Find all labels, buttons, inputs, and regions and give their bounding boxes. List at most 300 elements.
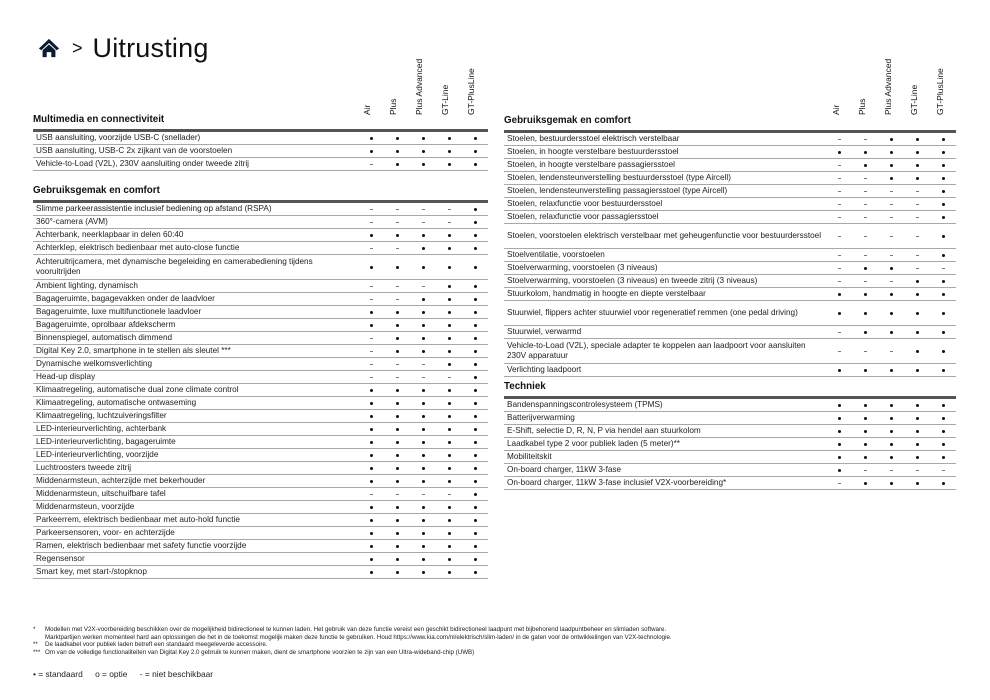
feature-table — [504, 133, 956, 377]
availability-cell — [826, 425, 852, 438]
availability-cell — [904, 425, 930, 438]
availability-cell — [852, 133, 878, 146]
standard-dot-icon — [448, 441, 451, 444]
availability-cell — [358, 527, 384, 540]
table-row — [504, 172, 956, 185]
availability-cell — [358, 280, 384, 293]
availability-cell — [436, 306, 462, 319]
availability-cell — [410, 384, 436, 397]
column-header — [433, 45, 459, 115]
table-row — [504, 224, 956, 249]
footnote-mark: * — [33, 626, 36, 633]
table-row — [33, 203, 488, 216]
availability-cell — [384, 566, 410, 579]
availability-cell — [410, 475, 436, 488]
availability-cell — [384, 553, 410, 566]
not-available-dash-icon — [370, 164, 373, 165]
not-available-dash-icon — [448, 494, 451, 495]
standard-dot-icon — [422, 441, 425, 444]
standard-dot-icon — [942, 482, 945, 485]
not-available-dash-icon — [942, 470, 945, 471]
availability-cell — [462, 216, 488, 229]
table-row — [504, 159, 956, 172]
feature-label: Middenarmsteun, voorzijde — [33, 501, 358, 514]
standard-dot-icon — [942, 350, 945, 353]
feature-label: Vehicle-to-Load (V2L), speciale adapter te koppelen aan laadpoort voor aansluiten 230V apparatuur — [504, 339, 826, 364]
table-row — [33, 423, 488, 436]
standard-dot-icon — [396, 337, 399, 340]
footnote — [33, 626, 973, 634]
availability-cell — [410, 449, 436, 462]
standard-dot-icon — [396, 441, 399, 444]
availability-cell — [410, 410, 436, 423]
availability-cell — [930, 146, 956, 159]
standard-dot-icon — [370, 266, 373, 269]
availability-cell — [436, 462, 462, 475]
table-row — [504, 185, 956, 198]
standard-dot-icon — [396, 402, 399, 405]
table-row — [33, 145, 488, 158]
standard-dot-icon — [370, 480, 373, 483]
table-row — [504, 288, 956, 301]
standard-dot-icon — [422, 415, 425, 418]
column-header-label: GT-Line — [440, 84, 450, 115]
availability-cell — [852, 301, 878, 326]
standard-dot-icon — [474, 150, 477, 153]
not-available-dash-icon — [422, 222, 425, 223]
not-available-dash-icon — [890, 281, 893, 282]
standard-dot-icon — [916, 293, 919, 296]
standard-dot-icon — [396, 532, 399, 535]
availability-cell — [358, 384, 384, 397]
standard-dot-icon — [422, 467, 425, 470]
standard-dot-icon — [474, 441, 477, 444]
standard-dot-icon — [916, 151, 919, 154]
availability-cell — [930, 399, 956, 412]
availability-cell — [436, 384, 462, 397]
standard-dot-icon — [448, 324, 451, 327]
standard-dot-icon — [422, 311, 425, 314]
not-available-dash-icon — [864, 191, 867, 192]
standard-dot-icon — [864, 443, 867, 446]
not-available-dash-icon — [916, 217, 919, 218]
standard-dot-icon — [474, 324, 477, 327]
availability-cell — [462, 449, 488, 462]
feature-label: LED-interieurverlichting, achterbank — [33, 423, 358, 436]
availability-cell — [826, 399, 852, 412]
not-available-dash-icon — [448, 377, 451, 378]
standard-dot-icon — [422, 454, 425, 457]
availability-cell — [878, 451, 904, 464]
feature-label: USB aansluiting, USB-C 2x zijkant van de voorstoelen — [33, 145, 358, 158]
availability-cell — [358, 397, 384, 410]
column-header — [824, 45, 850, 115]
availability-cell — [852, 224, 878, 249]
not-available-dash-icon — [370, 248, 373, 249]
table-row — [504, 301, 956, 326]
table-row — [33, 158, 488, 171]
availability-cell — [384, 501, 410, 514]
footnote-text: De laadkabel voor publiek laden betreft een standaard meegeleverde accessoire. — [45, 641, 268, 649]
standard-dot-icon — [864, 164, 867, 167]
standard-dot-icon — [396, 454, 399, 457]
not-available-dash-icon — [838, 236, 841, 237]
not-available-dash-icon — [838, 351, 841, 352]
availability-cell — [878, 339, 904, 364]
feature-label: Achterklep, elektrisch bedienbaar met auto-close functie — [33, 242, 358, 255]
section-gebruiksgemak-right — [504, 114, 956, 377]
standard-dot-icon — [474, 298, 477, 301]
home-icon[interactable] — [38, 37, 60, 59]
availability-cell — [878, 133, 904, 146]
not-available-dash-icon — [396, 248, 399, 249]
availability-cell — [826, 159, 852, 172]
feature-label: Klimaatregeling, luchtzuiveringsfilter — [33, 410, 358, 423]
availability-cell — [384, 410, 410, 423]
availability-cell — [358, 216, 384, 229]
standard-dot-icon — [474, 285, 477, 288]
footnote-mark — [33, 634, 45, 642]
standard-dot-icon — [890, 456, 893, 459]
table-row — [33, 436, 488, 449]
standard-dot-icon — [942, 203, 945, 206]
availability-cell — [904, 464, 930, 477]
availability-cell — [852, 172, 878, 185]
not-available-dash-icon — [422, 494, 425, 495]
standard-dot-icon — [838, 469, 841, 472]
not-available-dash-icon — [396, 209, 399, 210]
feature-label: Luchtroosters tweede zitrij — [33, 462, 358, 475]
standard-dot-icon — [890, 482, 893, 485]
availability-cell — [462, 145, 488, 158]
availability-cell — [852, 198, 878, 211]
standard-dot-icon — [890, 443, 893, 446]
standard-dot-icon — [474, 376, 477, 379]
availability-cell — [462, 553, 488, 566]
availability-cell — [826, 451, 852, 464]
availability-cell — [852, 159, 878, 172]
feature-label: Stoelen, in hoogte verstelbare bestuurdersstoel — [504, 146, 826, 159]
feature-label: Stoelverwarming, voorstoelen (3 niveaus) — [504, 262, 826, 275]
availability-cell — [410, 255, 436, 280]
standard-dot-icon — [474, 467, 477, 470]
standard-dot-icon — [942, 456, 945, 459]
feature-label: Stoelen, voorstoelen elektrisch verstelbaar met geheugenfunctie voor bestuurdersstoel — [504, 224, 826, 249]
feature-label: Stuurwiel, verwarmd — [504, 326, 826, 339]
not-available-dash-icon — [864, 470, 867, 471]
availability-cell — [826, 477, 852, 490]
availability-cell — [358, 436, 384, 449]
table-row — [33, 255, 488, 280]
not-available-dash-icon — [448, 222, 451, 223]
column-header — [876, 45, 902, 115]
not-available-dash-icon — [864, 255, 867, 256]
standard-dot-icon — [422, 266, 425, 269]
availability-cell — [462, 384, 488, 397]
not-available-dash-icon — [838, 483, 841, 484]
feature-label: On-board charger, 11kW 3-fase — [504, 464, 826, 477]
column-header — [928, 45, 954, 115]
standard-dot-icon — [370, 311, 373, 314]
table-row — [33, 132, 488, 145]
standard-dot-icon — [396, 519, 399, 522]
feature-label: Regensensor — [33, 553, 358, 566]
not-available-dash-icon — [422, 209, 425, 210]
not-available-dash-icon — [370, 299, 373, 300]
standard-dot-icon — [396, 558, 399, 561]
feature-label: 360°-camera (AVM) — [33, 216, 358, 229]
standard-dot-icon — [942, 254, 945, 257]
availability-cell — [384, 384, 410, 397]
availability-cell — [878, 301, 904, 326]
not-available-dash-icon — [890, 236, 893, 237]
feature-label: USB aansluiting, voorzijde USB-C (snellader) — [33, 132, 358, 145]
availability-cell — [410, 514, 436, 527]
availability-cell — [930, 301, 956, 326]
standard-dot-icon — [448, 467, 451, 470]
availability-cell — [878, 477, 904, 490]
table-row — [504, 399, 956, 412]
not-available-dash-icon — [838, 217, 841, 218]
standard-dot-icon — [396, 506, 399, 509]
availability-cell — [462, 397, 488, 410]
standard-dot-icon — [422, 506, 425, 509]
standard-dot-icon — [396, 150, 399, 153]
availability-cell — [358, 371, 384, 384]
standard-dot-icon — [370, 467, 373, 470]
not-available-dash-icon — [890, 191, 893, 192]
standard-dot-icon — [448, 350, 451, 353]
table-row — [504, 425, 956, 438]
standard-dot-icon — [474, 415, 477, 418]
column-header-label: Air — [831, 104, 841, 115]
availability-cell — [462, 319, 488, 332]
availability-cell — [436, 514, 462, 527]
standard-dot-icon — [422, 545, 425, 548]
availability-cell — [878, 211, 904, 224]
standard-dot-icon — [838, 293, 841, 296]
standard-dot-icon — [474, 519, 477, 522]
footnote-text: Modellen met V2X-voorbereiding beschikken over de mogelijkheid bidirectioneel te kunnen laden. Het gebruik van deze functie vereist een geschikt bidirectioneel laadpunt met bijbehorend laadpuntbeheer en slimladen software. — [45, 626, 667, 633]
standard-dot-icon — [422, 247, 425, 250]
availability-cell — [904, 477, 930, 490]
availability-cell — [462, 280, 488, 293]
standard-dot-icon — [942, 404, 945, 407]
column-header — [459, 45, 485, 115]
availability-cell — [410, 501, 436, 514]
page-title: Uitrusting — [92, 32, 209, 63]
feature-label: Verlichting laadpoort — [504, 364, 826, 377]
standard-dot-icon — [890, 417, 893, 420]
availability-cell — [462, 203, 488, 216]
feature-label: Digital Key 2.0, smartphone in te stellen als sleutel *** — [33, 345, 358, 358]
availability-cell — [358, 319, 384, 332]
standard-dot-icon — [916, 404, 919, 407]
availability-cell — [930, 425, 956, 438]
standard-dot-icon — [864, 331, 867, 334]
section-title: Gebruiksgemak en comfort — [504, 115, 631, 126]
standard-dot-icon — [474, 545, 477, 548]
standard-dot-icon — [370, 389, 373, 392]
standard-dot-icon — [942, 443, 945, 446]
availability-cell — [826, 288, 852, 301]
feature-label: Stoelverwarming, voorstoelen (3 niveaus) en tweede zitrij (3 niveaus) — [504, 275, 826, 288]
table-row — [504, 198, 956, 211]
feature-label: Bagageruimte, luxe multifunctionele laadvloer — [33, 306, 358, 319]
column-header-label: GT-PlusLine — [935, 68, 945, 115]
feature-label: Laadkabel type 2 voor publiek laden (5 meter)** — [504, 438, 826, 451]
standard-dot-icon — [942, 430, 945, 433]
column-header-label: Plus Advanced — [883, 58, 893, 115]
standard-dot-icon — [370, 428, 373, 431]
availability-cell — [436, 423, 462, 436]
not-available-dash-icon — [942, 268, 945, 269]
availability-cell — [462, 410, 488, 423]
availability-cell — [826, 438, 852, 451]
availability-cell — [462, 293, 488, 306]
standard-dot-icon — [448, 285, 451, 288]
standard-dot-icon — [448, 363, 451, 366]
standard-dot-icon — [916, 331, 919, 334]
feature-label: Achterbank, neerklapbaar in delen 60:40 — [33, 229, 358, 242]
availability-cell — [410, 332, 436, 345]
standard-dot-icon — [370, 402, 373, 405]
feature-label: Binnenspiegel, automatisch dimmend — [33, 332, 358, 345]
table-row — [33, 540, 488, 553]
availability-cell — [852, 211, 878, 224]
standard-dot-icon — [422, 298, 425, 301]
standard-dot-icon — [890, 151, 893, 154]
feature-label: Achteruitrijcamera, met dynamische begeleiding en camerabediening tijdens vooruitrijden — [33, 255, 358, 280]
availability-cell — [904, 172, 930, 185]
standard-dot-icon — [916, 443, 919, 446]
feature-label: Stoelen, relaxfunctie voor bestuurdersstoel — [504, 198, 826, 211]
feature-label: E-Shift, selectie D, R, N, P via hendel aan stuurkolom — [504, 425, 826, 438]
not-available-dash-icon — [838, 332, 841, 333]
standard-dot-icon — [474, 337, 477, 340]
standard-dot-icon — [890, 331, 893, 334]
standard-dot-icon — [396, 163, 399, 166]
feature-label: Klimaatregeling, automatische dual zone climate control — [33, 384, 358, 397]
feature-label: Parkeerrem, elektrisch bedienbaar met auto-hold functie — [33, 514, 358, 527]
not-available-dash-icon — [422, 377, 425, 378]
standard-dot-icon — [942, 280, 945, 283]
not-available-dash-icon — [864, 281, 867, 282]
not-available-dash-icon — [838, 139, 841, 140]
availability-cell — [852, 288, 878, 301]
standard-dot-icon — [916, 138, 919, 141]
availability-cell — [436, 319, 462, 332]
feature-label: Klimaatregeling, automatische ontwaseming — [33, 397, 358, 410]
availability-cell — [462, 345, 488, 358]
standard-dot-icon — [422, 234, 425, 237]
standard-dot-icon — [396, 137, 399, 140]
availability-cell — [358, 514, 384, 527]
standard-dot-icon — [448, 558, 451, 561]
availability-cell — [930, 464, 956, 477]
availability-cell — [384, 397, 410, 410]
table-row — [33, 410, 488, 423]
availability-cell — [878, 159, 904, 172]
availability-cell — [826, 364, 852, 377]
not-available-dash-icon — [916, 204, 919, 205]
availability-cell — [878, 249, 904, 262]
feature-label: Vehicle-to-Load (V2L), 230V aansluiting onder tweede zitrij — [33, 158, 358, 171]
not-available-dash-icon — [370, 222, 373, 223]
availability-cell — [462, 488, 488, 501]
standard-dot-icon — [422, 389, 425, 392]
availability-cell — [930, 288, 956, 301]
availability-cell — [826, 262, 852, 275]
standard-dot-icon — [942, 164, 945, 167]
standard-dot-icon — [370, 234, 373, 237]
feature-label: Stoelen, lendensteunverstelling bestuurdersstoel (type Aircell) — [504, 172, 826, 185]
availability-cell — [384, 306, 410, 319]
availability-cell — [358, 501, 384, 514]
availability-cell — [462, 306, 488, 319]
availability-cell — [410, 306, 436, 319]
standard-dot-icon — [396, 234, 399, 237]
availability-cell — [358, 332, 384, 345]
not-available-dash-icon — [370, 377, 373, 378]
table-row — [504, 146, 956, 159]
availability-cell — [384, 371, 410, 384]
feature-label: Stoelen, bestuurdersstoel elektrisch verstelbaar — [504, 133, 826, 146]
availability-cell — [384, 514, 410, 527]
standard-dot-icon — [838, 369, 841, 372]
not-available-dash-icon — [838, 165, 841, 166]
footnote-mark: *** — [33, 648, 41, 656]
availability-cell — [384, 423, 410, 436]
availability-cell — [462, 242, 488, 255]
availability-cell — [358, 345, 384, 358]
availability-cell — [930, 262, 956, 275]
table-row — [33, 566, 488, 579]
not-available-dash-icon — [838, 191, 841, 192]
legend-option: o = optie — [95, 669, 128, 679]
availability-cell — [384, 475, 410, 488]
not-available-dash-icon — [838, 281, 841, 282]
standard-dot-icon — [474, 389, 477, 392]
table-row — [504, 412, 956, 425]
standard-dot-icon — [448, 137, 451, 140]
table-row — [504, 249, 956, 262]
standard-dot-icon — [448, 266, 451, 269]
feature-label: Batterijverwarming — [504, 412, 826, 425]
table-row — [504, 364, 956, 377]
column-header — [902, 45, 928, 115]
feature-label: LED-interieurverlichting, bagageruimte — [33, 436, 358, 449]
availability-cell — [852, 339, 878, 364]
not-available-dash-icon — [448, 209, 451, 210]
availability-cell — [826, 326, 852, 339]
standard-dot-icon — [916, 369, 919, 372]
not-available-dash-icon — [396, 286, 399, 287]
standard-dot-icon — [370, 454, 373, 457]
feature-label: Stoelen, lendensteunverstelling passagiersstoel (type Aircell) — [504, 185, 826, 198]
standard-dot-icon — [448, 402, 451, 405]
availability-cell — [436, 145, 462, 158]
feature-label: Slimme parkeerassistentie inclusief bediening op afstand (RSPA) — [33, 203, 358, 216]
availability-cell — [878, 275, 904, 288]
table-row — [33, 306, 488, 319]
availability-cell — [436, 255, 462, 280]
feature-table — [33, 203, 488, 579]
availability-cell — [436, 229, 462, 242]
availability-cell — [878, 262, 904, 275]
feature-table — [504, 399, 956, 490]
footnote-mark: ** — [33, 641, 38, 649]
